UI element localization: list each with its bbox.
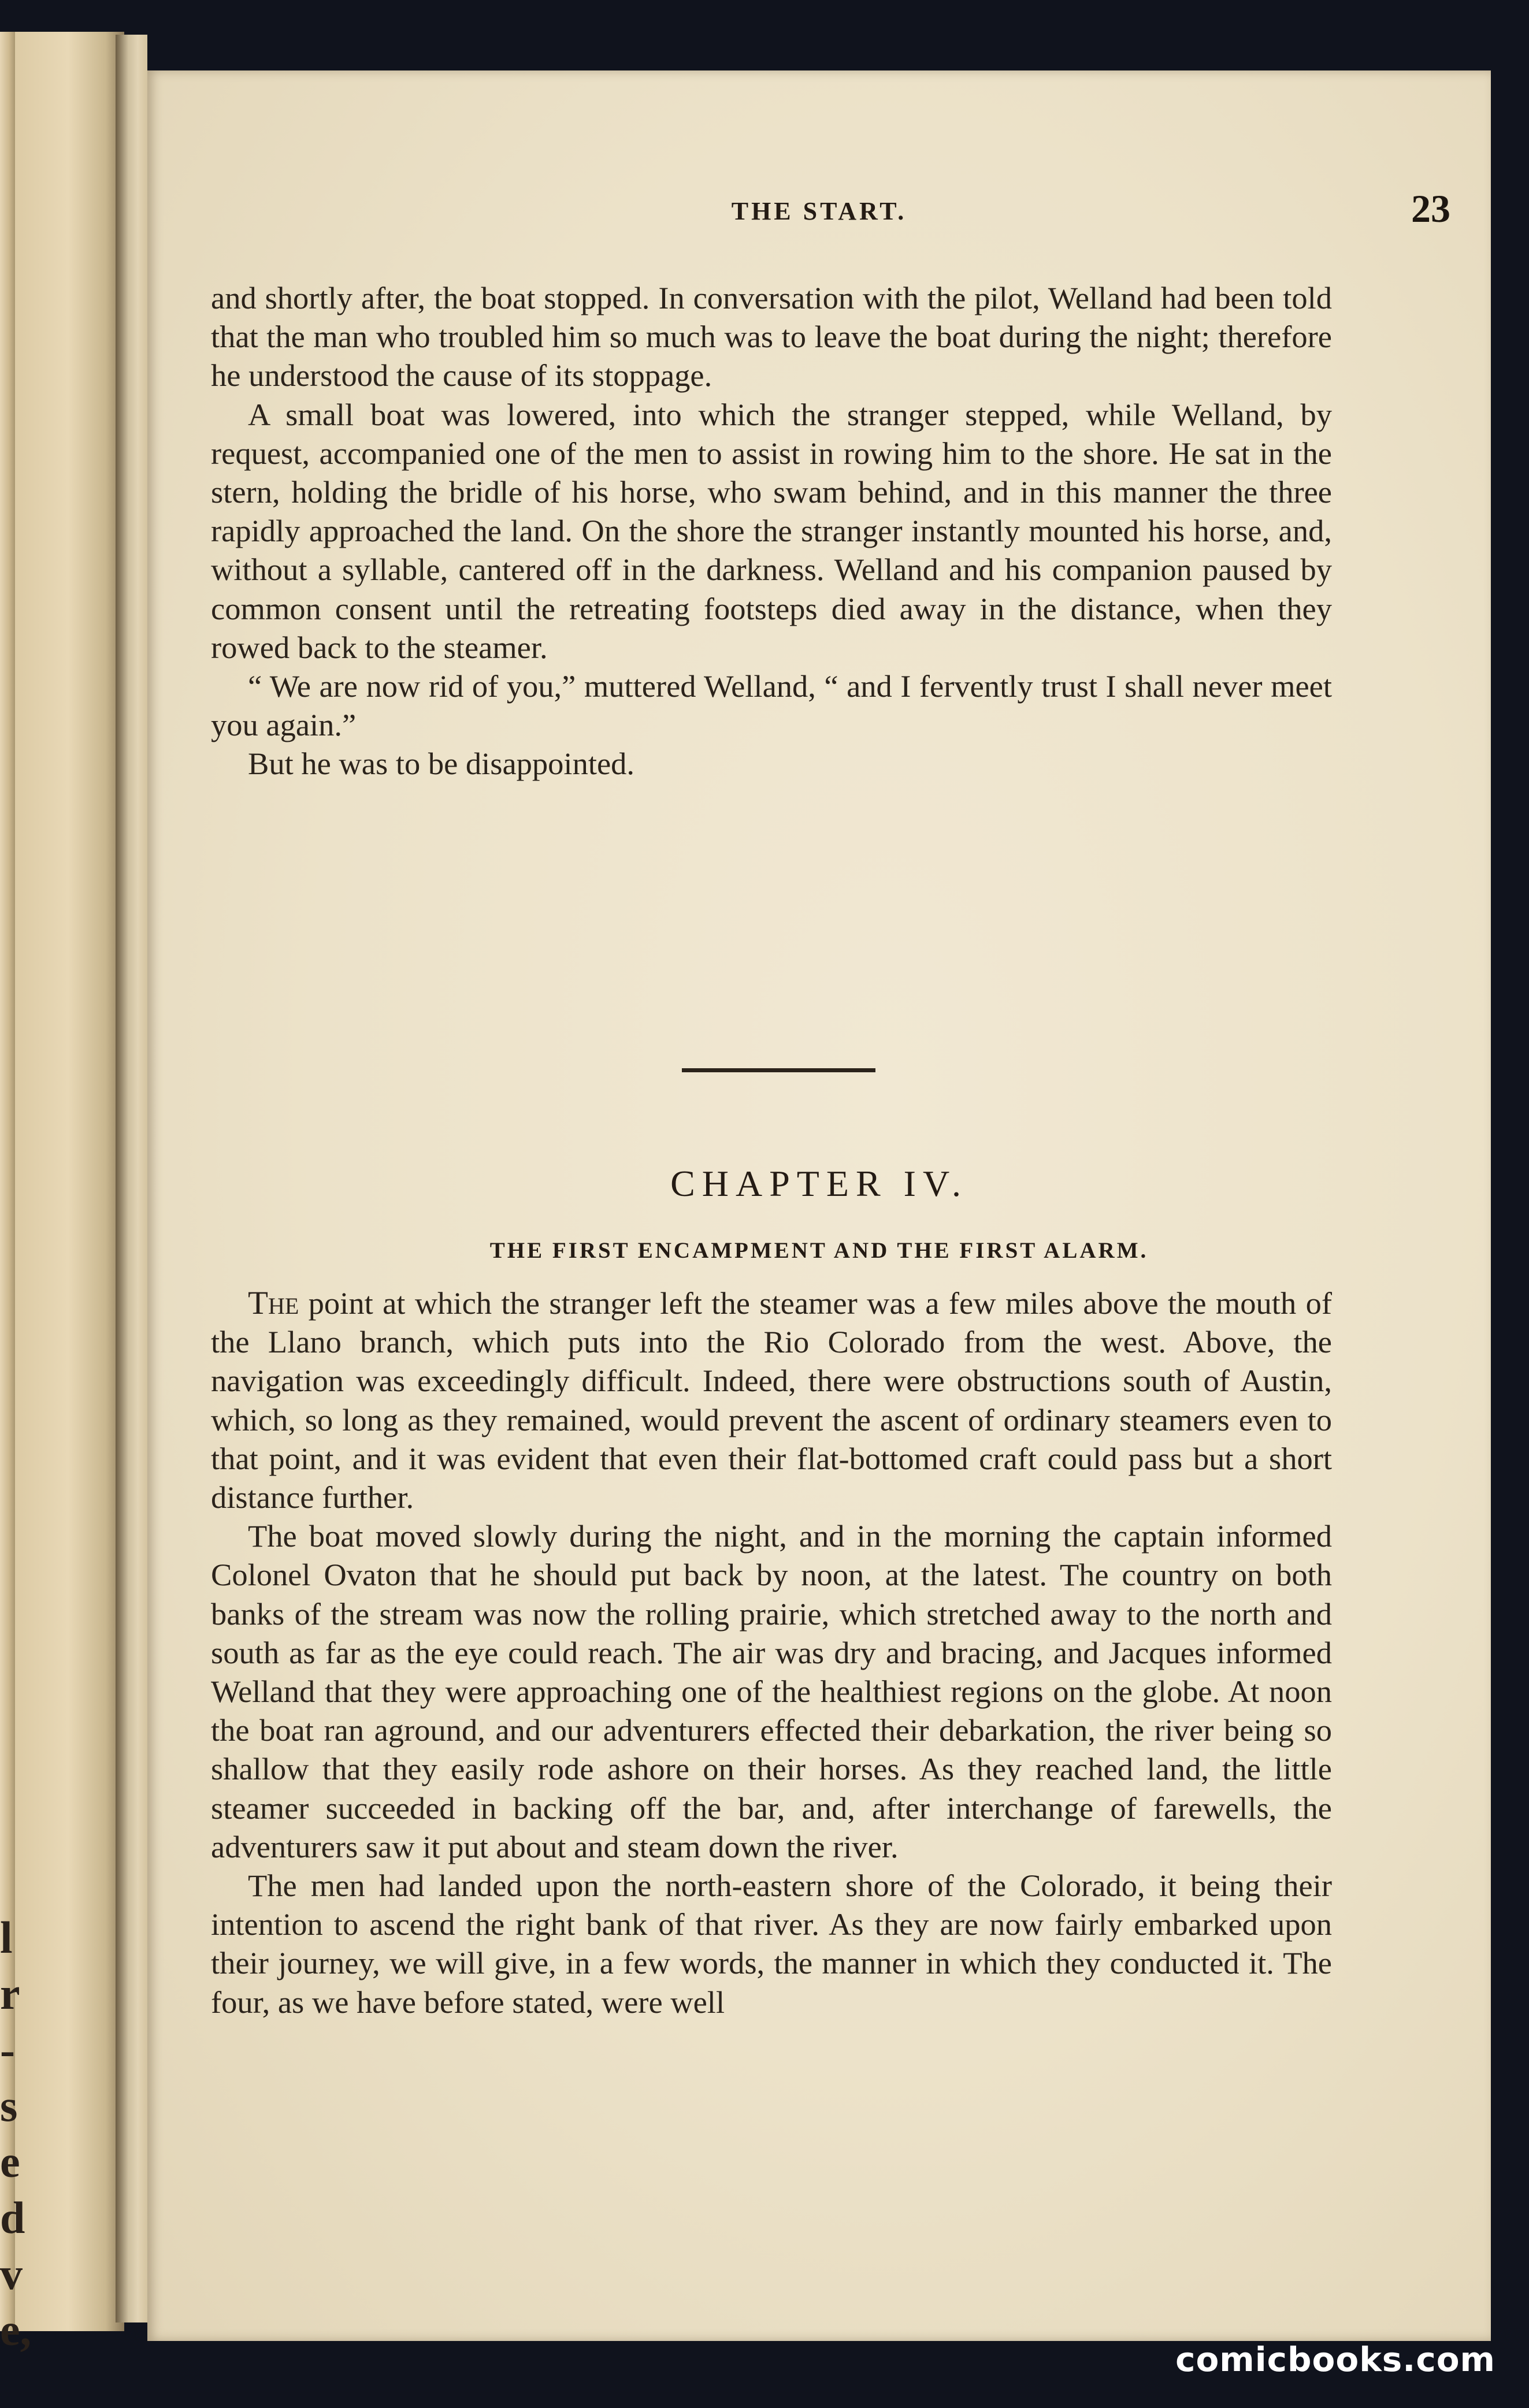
chapter-title: CHAPTER IV. (670, 1163, 968, 1204)
paragraph-text: point at which the stranger left the steamer was a few miles above the mouth of the Llano branch, which puts into the Rio Colorado from the west. Above, the navigation was exceedingly difficult. Indeed, there were obstructions south of Austin, which, so long as they remained, would prevent the ascent of ordinary steamers even to that point, and it was evident that even their flat-bottomed craft could pass but a short distance further. (211, 1285, 1332, 1515)
section-one-text (211, 278, 1332, 783)
paragraph: and shortly after, the boat stopped. In conversation with the pilot, Welland had been told that the man who troubled him so much was to leave the boat during the night; therefore he understood the cause of its stoppage. (211, 280, 1332, 393)
left-fragment: v (0, 2249, 23, 2299)
left-fragment: l (0, 1912, 13, 1963)
left-fragment: r (0, 1968, 20, 2019)
left-page-text-fragments (0, 1909, 32, 2358)
page-header (147, 187, 1491, 243)
paragraph: But he was to be disappointed. (248, 746, 635, 782)
running-head: THE START. (731, 197, 907, 225)
opening-word: The (248, 1285, 299, 1321)
paragraph: The boat moved slowly during the night, and in the morning the captain informed Colonel Ovaton that he should put back by noon, at the latest. The country on both banks of the stream was now the rolling prairie, which stretched away to the north and south as far as the eye could reach. The air was dry and bracing, and Jacques informed Welland that they were approaching one of the healthiest regions on the globe. At noon the boat ran aground, and our adventurers effected their debarkation, the river being so shallow that they easily rode ashore on their horses. As they reached land, the little steamer succeeded in backing off the bar, and, after interchange of farewells, the adventurers saw it put about and steam down the river. (211, 1518, 1332, 1864)
left-page (0, 32, 124, 2355)
paragraph: The men had landed upon the north-eastern shore of the Colorado, it being their intention to ascend the right bank of that river. As they are now fairly embarked upon their journey, we will give, in a few words, the manner in which they conducted it. The four, as we have before stated, were well (211, 1868, 1332, 2020)
watermark-logo: comicbooks.com (1175, 2340, 1495, 2379)
chapter-subtitle: THE FIRST ENCAMPMENT AND THE FIRST ALARM. (489, 1238, 1149, 1263)
left-fragment: - (0, 2024, 15, 2075)
page-number: 23 (1411, 187, 1450, 231)
book-spine (116, 35, 147, 2322)
section-divider (682, 1068, 875, 1072)
paragraph (211, 1284, 1332, 1517)
book-page (147, 70, 1491, 2341)
left-fragment: d (0, 2193, 25, 2243)
left-fragment: e (0, 2136, 20, 2187)
left-fragment: e, (0, 2305, 32, 2355)
section-two-text (211, 1284, 1332, 2021)
paragraph: A small boat was lowered, into which the stranger stepped, while Welland, by request, accompanied one of the men to assist in rowing him to the shore. He sat in the stern, holding the bridle of his horse, who swam behind, and in this manner the three rapidly approached the land. On the shore the stranger instantly mounted his horse, and, without a syllable, cantered off in the darkness. Welland and his companion paused by common consent until the retreating footsteps died away in the distance, when they rowed back to the steamer. (211, 396, 1332, 665)
left-fragment: s (0, 2080, 18, 2131)
paragraph: “ We are now rid of you,” muttered Welland, “ and I fervently trust I shall never meet you again.” (211, 668, 1332, 743)
